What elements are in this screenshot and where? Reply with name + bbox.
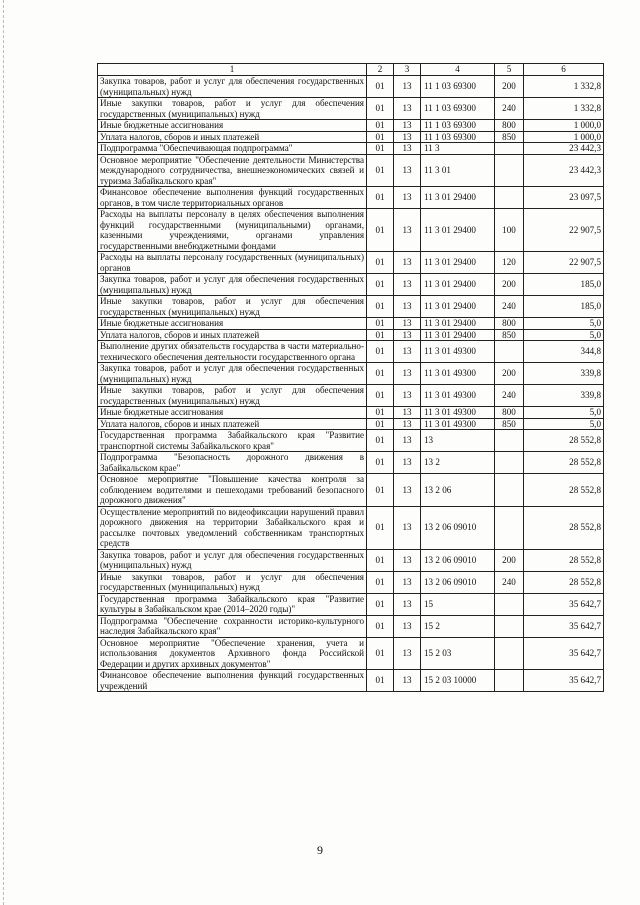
- row-section-cell: 01: [367, 131, 394, 143]
- row-section-cell: 01: [367, 407, 394, 419]
- row-amount-cell: 344,8: [524, 341, 604, 363]
- header-cell: 6: [524, 64, 604, 76]
- row-amount-cell: 23 097,5: [524, 187, 604, 209]
- row-target-code-cell: 11 3 01 49300: [421, 385, 495, 407]
- row-expense-type-cell: 800: [495, 120, 524, 132]
- row-section-cell: 01: [367, 430, 394, 452]
- row-amount-cell: 28 552,8: [524, 506, 604, 549]
- row-amount-cell: 185,0: [524, 274, 604, 296]
- row-subsection-cell: 13: [394, 274, 421, 296]
- row-expense-type-cell: [495, 593, 524, 615]
- row-name-cell: Уплата налогов, сборов и иных платежей: [98, 131, 367, 143]
- row-amount-cell: 28 552,8: [524, 430, 604, 452]
- table-row: [98, 593, 604, 615]
- row-subsection-cell: 13: [394, 615, 421, 637]
- row-expense-type-cell: 120: [495, 252, 524, 274]
- row-subsection-cell: 13: [394, 571, 421, 593]
- row-section-cell: 01: [367, 98, 394, 120]
- row-subsection-cell: 13: [394, 506, 421, 549]
- row-target-code-cell: 11 3 01 49300: [421, 418, 495, 430]
- row-target-code-cell: 11 3 01: [421, 154, 495, 187]
- row-expense-type-cell: 240: [495, 571, 524, 593]
- table-row: [98, 131, 604, 143]
- row-subsection-cell: 13: [394, 363, 421, 385]
- row-section-cell: 01: [367, 252, 394, 274]
- row-subsection-cell: 13: [394, 329, 421, 341]
- row-section-cell: 01: [367, 120, 394, 132]
- row-expense-type-cell: 240: [495, 385, 524, 407]
- row-section-cell: 01: [367, 452, 394, 474]
- row-name-cell: Закупка товаров, работ и услуг для обеспечения государственных (муниципальных) нужд: [98, 274, 367, 296]
- row-amount-cell: 5,0: [524, 329, 604, 341]
- row-target-code-cell: 11 1 03 69300: [421, 131, 495, 143]
- row-amount-cell: 5,0: [524, 418, 604, 430]
- table-row: [98, 615, 604, 637]
- table-row: [98, 120, 604, 132]
- table-row: [98, 670, 604, 692]
- row-name-cell: Иные бюджетные ассигнования: [98, 318, 367, 330]
- row-amount-cell: 28 552,8: [524, 474, 604, 507]
- row-target-code-cell: 11 3 01 49300: [421, 407, 495, 419]
- row-name-cell: Финансовое обеспечение выполнения функций государственных учреждений: [98, 670, 367, 692]
- row-target-code-cell: 11 3 01 29400: [421, 274, 495, 296]
- row-target-code-cell: 11 3 01 29400: [421, 329, 495, 341]
- row-subsection-cell: 13: [394, 98, 421, 120]
- row-name-cell: Выполнение других обязательств государства в части материально-технического обеспечения деятельности государственного органа: [98, 341, 367, 363]
- row-target-code-cell: 11 3 01 29400: [421, 209, 495, 252]
- row-amount-cell: 5,0: [524, 318, 604, 330]
- row-expense-type-cell: 200: [495, 274, 524, 296]
- header-cell: 2: [367, 64, 394, 76]
- table-row: [98, 363, 604, 385]
- row-target-code-cell: 13 2 06: [421, 474, 495, 507]
- row-section-cell: 01: [367, 670, 394, 692]
- row-section-cell: 01: [367, 615, 394, 637]
- row-expense-type-cell: [495, 143, 524, 155]
- table-row: [98, 430, 604, 452]
- table-row: [98, 385, 604, 407]
- table-row: [98, 76, 604, 98]
- row-amount-cell: 23 442,3: [524, 154, 604, 187]
- row-subsection-cell: 13: [394, 474, 421, 507]
- row-subsection-cell: 13: [394, 318, 421, 330]
- row-name-cell: Иные закупки товаров, работ и услуг для обеспечения государственных (муниципальных) нужд: [98, 571, 367, 593]
- row-expense-type-cell: 850: [495, 131, 524, 143]
- table-row: [98, 452, 604, 474]
- row-name-cell: Уплата налогов, сборов и иных платежей: [98, 329, 367, 341]
- header-cell: 5: [495, 64, 524, 76]
- table-row: [98, 549, 604, 571]
- row-expense-type-cell: [495, 637, 524, 670]
- row-expense-type-cell: [495, 154, 524, 187]
- table-header-row: [98, 64, 604, 76]
- row-name-cell: Иные бюджетные ассигнования: [98, 407, 367, 419]
- row-subsection-cell: 13: [394, 637, 421, 670]
- row-name-cell: Подпрограмма "Обеспечение сохранности историко-культурного наследия Забайкальского края": [98, 615, 367, 637]
- row-section-cell: 01: [367, 593, 394, 615]
- row-expense-type-cell: 240: [495, 98, 524, 120]
- row-amount-cell: 22 907,5: [524, 252, 604, 274]
- row-section-cell: 01: [367, 363, 394, 385]
- row-expense-type-cell: [495, 187, 524, 209]
- row-name-cell: Государственная программа Забайкальского края "Развитие транспортной системы Забайкальского края": [98, 430, 367, 452]
- row-name-cell: Иные закупки товаров, работ и услуг для обеспечения государственных (муниципальных) нужд: [98, 98, 367, 120]
- row-target-code-cell: 11 3 01 49300: [421, 363, 495, 385]
- row-subsection-cell: 13: [394, 452, 421, 474]
- row-subsection-cell: 13: [394, 76, 421, 98]
- header-cell: 3: [394, 64, 421, 76]
- table-row: [98, 187, 604, 209]
- row-name-cell: Иные бюджетные ассигнования: [98, 120, 367, 132]
- table-body: [98, 76, 604, 692]
- row-target-code-cell: 11 3 01 29400: [421, 296, 495, 318]
- table-row: [98, 637, 604, 670]
- table-row: [98, 407, 604, 419]
- row-expense-type-cell: [495, 615, 524, 637]
- row-section-cell: 01: [367, 76, 394, 98]
- row-amount-cell: 1 332,8: [524, 76, 604, 98]
- row-section-cell: 01: [367, 571, 394, 593]
- row-target-code-cell: 13 2 06 09010: [421, 506, 495, 549]
- row-target-code-cell: 11 3 01 29400: [421, 318, 495, 330]
- row-section-cell: 01: [367, 418, 394, 430]
- row-subsection-cell: 13: [394, 341, 421, 363]
- table-row: [98, 506, 604, 549]
- row-subsection-cell: 13: [394, 670, 421, 692]
- row-expense-type-cell: [495, 474, 524, 507]
- row-expense-type-cell: 800: [495, 318, 524, 330]
- row-name-cell: Закупка товаров, работ и услуг для обеспечения государственных (муниципальных) нужд: [98, 76, 367, 98]
- row-section-cell: 01: [367, 274, 394, 296]
- row-target-code-cell: 13: [421, 430, 495, 452]
- row-expense-type-cell: 240: [495, 296, 524, 318]
- row-section-cell: 01: [367, 549, 394, 571]
- row-amount-cell: 1 000,0: [524, 131, 604, 143]
- row-amount-cell: 28 552,8: [524, 549, 604, 571]
- row-section-cell: 01: [367, 637, 394, 670]
- row-amount-cell: 28 552,8: [524, 571, 604, 593]
- row-amount-cell: 339,8: [524, 385, 604, 407]
- row-name-cell: Государственная программа Забайкальского края "Развитие культуры в Забайкальском крае (2014–2020 годы)": [98, 593, 367, 615]
- row-amount-cell: 185,0: [524, 296, 604, 318]
- row-name-cell: Основное мероприятие "Обеспечение деятельности Министерства международного сотрудничества, внешнеэкономических связей и туризма Забайкальского края": [98, 154, 367, 187]
- row-subsection-cell: 13: [394, 187, 421, 209]
- row-target-code-cell: 11 3 01 29400: [421, 252, 495, 274]
- row-expense-type-cell: 200: [495, 363, 524, 385]
- row-subsection-cell: 13: [394, 549, 421, 571]
- table-row: [98, 252, 604, 274]
- row-amount-cell: 5,0: [524, 407, 604, 419]
- row-name-cell: Основное мероприятие "Повышение качества контроля за соблюдением водителями и пешеходами требований безопасного дорожного движения": [98, 474, 367, 507]
- row-expense-type-cell: [495, 670, 524, 692]
- row-target-code-cell: 15 2: [421, 615, 495, 637]
- row-expense-type-cell: 200: [495, 549, 524, 571]
- row-name-cell: Закупка товаров, работ и услуг для обеспечения государственных (муниципальных) нужд: [98, 363, 367, 385]
- row-name-cell: Расходы на выплаты персоналу государственных (муниципальных) органов: [98, 252, 367, 274]
- row-section-cell: 01: [367, 506, 394, 549]
- row-amount-cell: 23 442,3: [524, 143, 604, 155]
- row-subsection-cell: 13: [394, 120, 421, 132]
- row-section-cell: 01: [367, 187, 394, 209]
- table-row: [98, 571, 604, 593]
- row-subsection-cell: 13: [394, 418, 421, 430]
- row-amount-cell: 35 642,7: [524, 637, 604, 670]
- page-number: 9: [317, 843, 323, 857]
- row-expense-type-cell: [495, 506, 524, 549]
- table-row: [98, 274, 604, 296]
- table-row: [98, 474, 604, 507]
- row-subsection-cell: 13: [394, 143, 421, 155]
- row-amount-cell: 1 000,0: [524, 120, 604, 132]
- row-target-code-cell: 15 2 03 10000: [421, 670, 495, 692]
- row-name-cell: Иные закупки товаров, работ и услуг для обеспечения государственных (муниципальных) нужд: [98, 296, 367, 318]
- row-name-cell: Уплата налогов, сборов и иных платежей: [98, 418, 367, 430]
- table-row: [98, 209, 604, 252]
- row-name-cell: Финансовое обеспечение выполнения функций государственных органов, в том числе территориальных органов: [98, 187, 367, 209]
- row-subsection-cell: 13: [394, 252, 421, 274]
- row-section-cell: 01: [367, 296, 394, 318]
- row-name-cell: Иные закупки товаров, работ и услуг для обеспечения государственных (муниципальных) нужд: [98, 385, 367, 407]
- row-expense-type-cell: 800: [495, 407, 524, 419]
- row-amount-cell: 22 907,5: [524, 209, 604, 252]
- row-expense-type-cell: 100: [495, 209, 524, 252]
- header-cell: 1: [98, 64, 367, 76]
- row-target-code-cell: 15: [421, 593, 495, 615]
- row-expense-type-cell: 200: [495, 76, 524, 98]
- row-amount-cell: 35 642,7: [524, 615, 604, 637]
- table-row: [98, 329, 604, 341]
- row-subsection-cell: 13: [394, 131, 421, 143]
- table-row: [98, 296, 604, 318]
- row-subsection-cell: 13: [394, 430, 421, 452]
- table-row: [98, 98, 604, 120]
- row-target-code-cell: 11 1 03 69300: [421, 76, 495, 98]
- header-cell: 4: [421, 64, 495, 76]
- row-expense-type-cell: [495, 430, 524, 452]
- row-section-cell: 01: [367, 209, 394, 252]
- row-target-code-cell: 11 3: [421, 143, 495, 155]
- row-expense-type-cell: [495, 341, 524, 363]
- table-row: [98, 318, 604, 330]
- row-target-code-cell: 11 3 01 29400: [421, 187, 495, 209]
- row-subsection-cell: 13: [394, 593, 421, 615]
- row-name-cell: Закупка товаров, работ и услуг для обеспечения государственных (муниципальных) нужд: [98, 549, 367, 571]
- row-section-cell: 01: [367, 318, 394, 330]
- scan-edge-line: [3, 0, 5, 905]
- row-subsection-cell: 13: [394, 154, 421, 187]
- row-expense-type-cell: 850: [495, 329, 524, 341]
- row-target-code-cell: 11 3 01 49300: [421, 341, 495, 363]
- row-expense-type-cell: [495, 452, 524, 474]
- row-section-cell: 01: [367, 154, 394, 187]
- row-amount-cell: 1 332,8: [524, 98, 604, 120]
- table-row: [98, 341, 604, 363]
- row-amount-cell: 339,8: [524, 363, 604, 385]
- row-name-cell: Подпрограмма "Обеспечивающая подпрограмма": [98, 143, 367, 155]
- row-subsection-cell: 13: [394, 209, 421, 252]
- budget-table: [97, 63, 604, 692]
- table-row: [98, 418, 604, 430]
- row-section-cell: 01: [367, 474, 394, 507]
- row-subsection-cell: 13: [394, 385, 421, 407]
- row-target-code-cell: 13 2 06 09010: [421, 571, 495, 593]
- table-row: [98, 154, 604, 187]
- row-target-code-cell: 15 2 03: [421, 637, 495, 670]
- row-target-code-cell: 11 1 03 69300: [421, 120, 495, 132]
- table-row: [98, 143, 604, 155]
- row-amount-cell: 35 642,7: [524, 670, 604, 692]
- row-amount-cell: 28 552,8: [524, 452, 604, 474]
- row-name-cell: Осуществление мероприятий по видеофиксации нарушений правил дорожного движения на территории Забайкальского края и рассылке почтовых уведомлений собственникам транспортных средств: [98, 506, 367, 549]
- row-subsection-cell: 13: [394, 296, 421, 318]
- row-subsection-cell: 13: [394, 407, 421, 419]
- row-section-cell: 01: [367, 143, 394, 155]
- row-expense-type-cell: 850: [495, 418, 524, 430]
- row-name-cell: Подпрограмма "Безопасность дорожного движения в Забайкальском крае": [98, 452, 367, 474]
- row-amount-cell: 35 642,7: [524, 593, 604, 615]
- row-target-code-cell: 11 1 03 69300: [421, 98, 495, 120]
- row-section-cell: 01: [367, 329, 394, 341]
- row-target-code-cell: 13 2 06 09010: [421, 549, 495, 571]
- row-target-code-cell: 13 2: [421, 452, 495, 474]
- row-section-cell: 01: [367, 385, 394, 407]
- row-name-cell: Основное мероприятие "Обеспечение хранения, учета и использования документов Архивного фонда Российской Федерации и других архивных документов": [98, 637, 367, 670]
- row-name-cell: Расходы на выплаты персоналу в целях обеспечения выполнения функций государственными (муниципальными) органами, казенными учреждениями, органами управления государственными внебюджетными фондами: [98, 209, 367, 252]
- row-section-cell: 01: [367, 341, 394, 363]
